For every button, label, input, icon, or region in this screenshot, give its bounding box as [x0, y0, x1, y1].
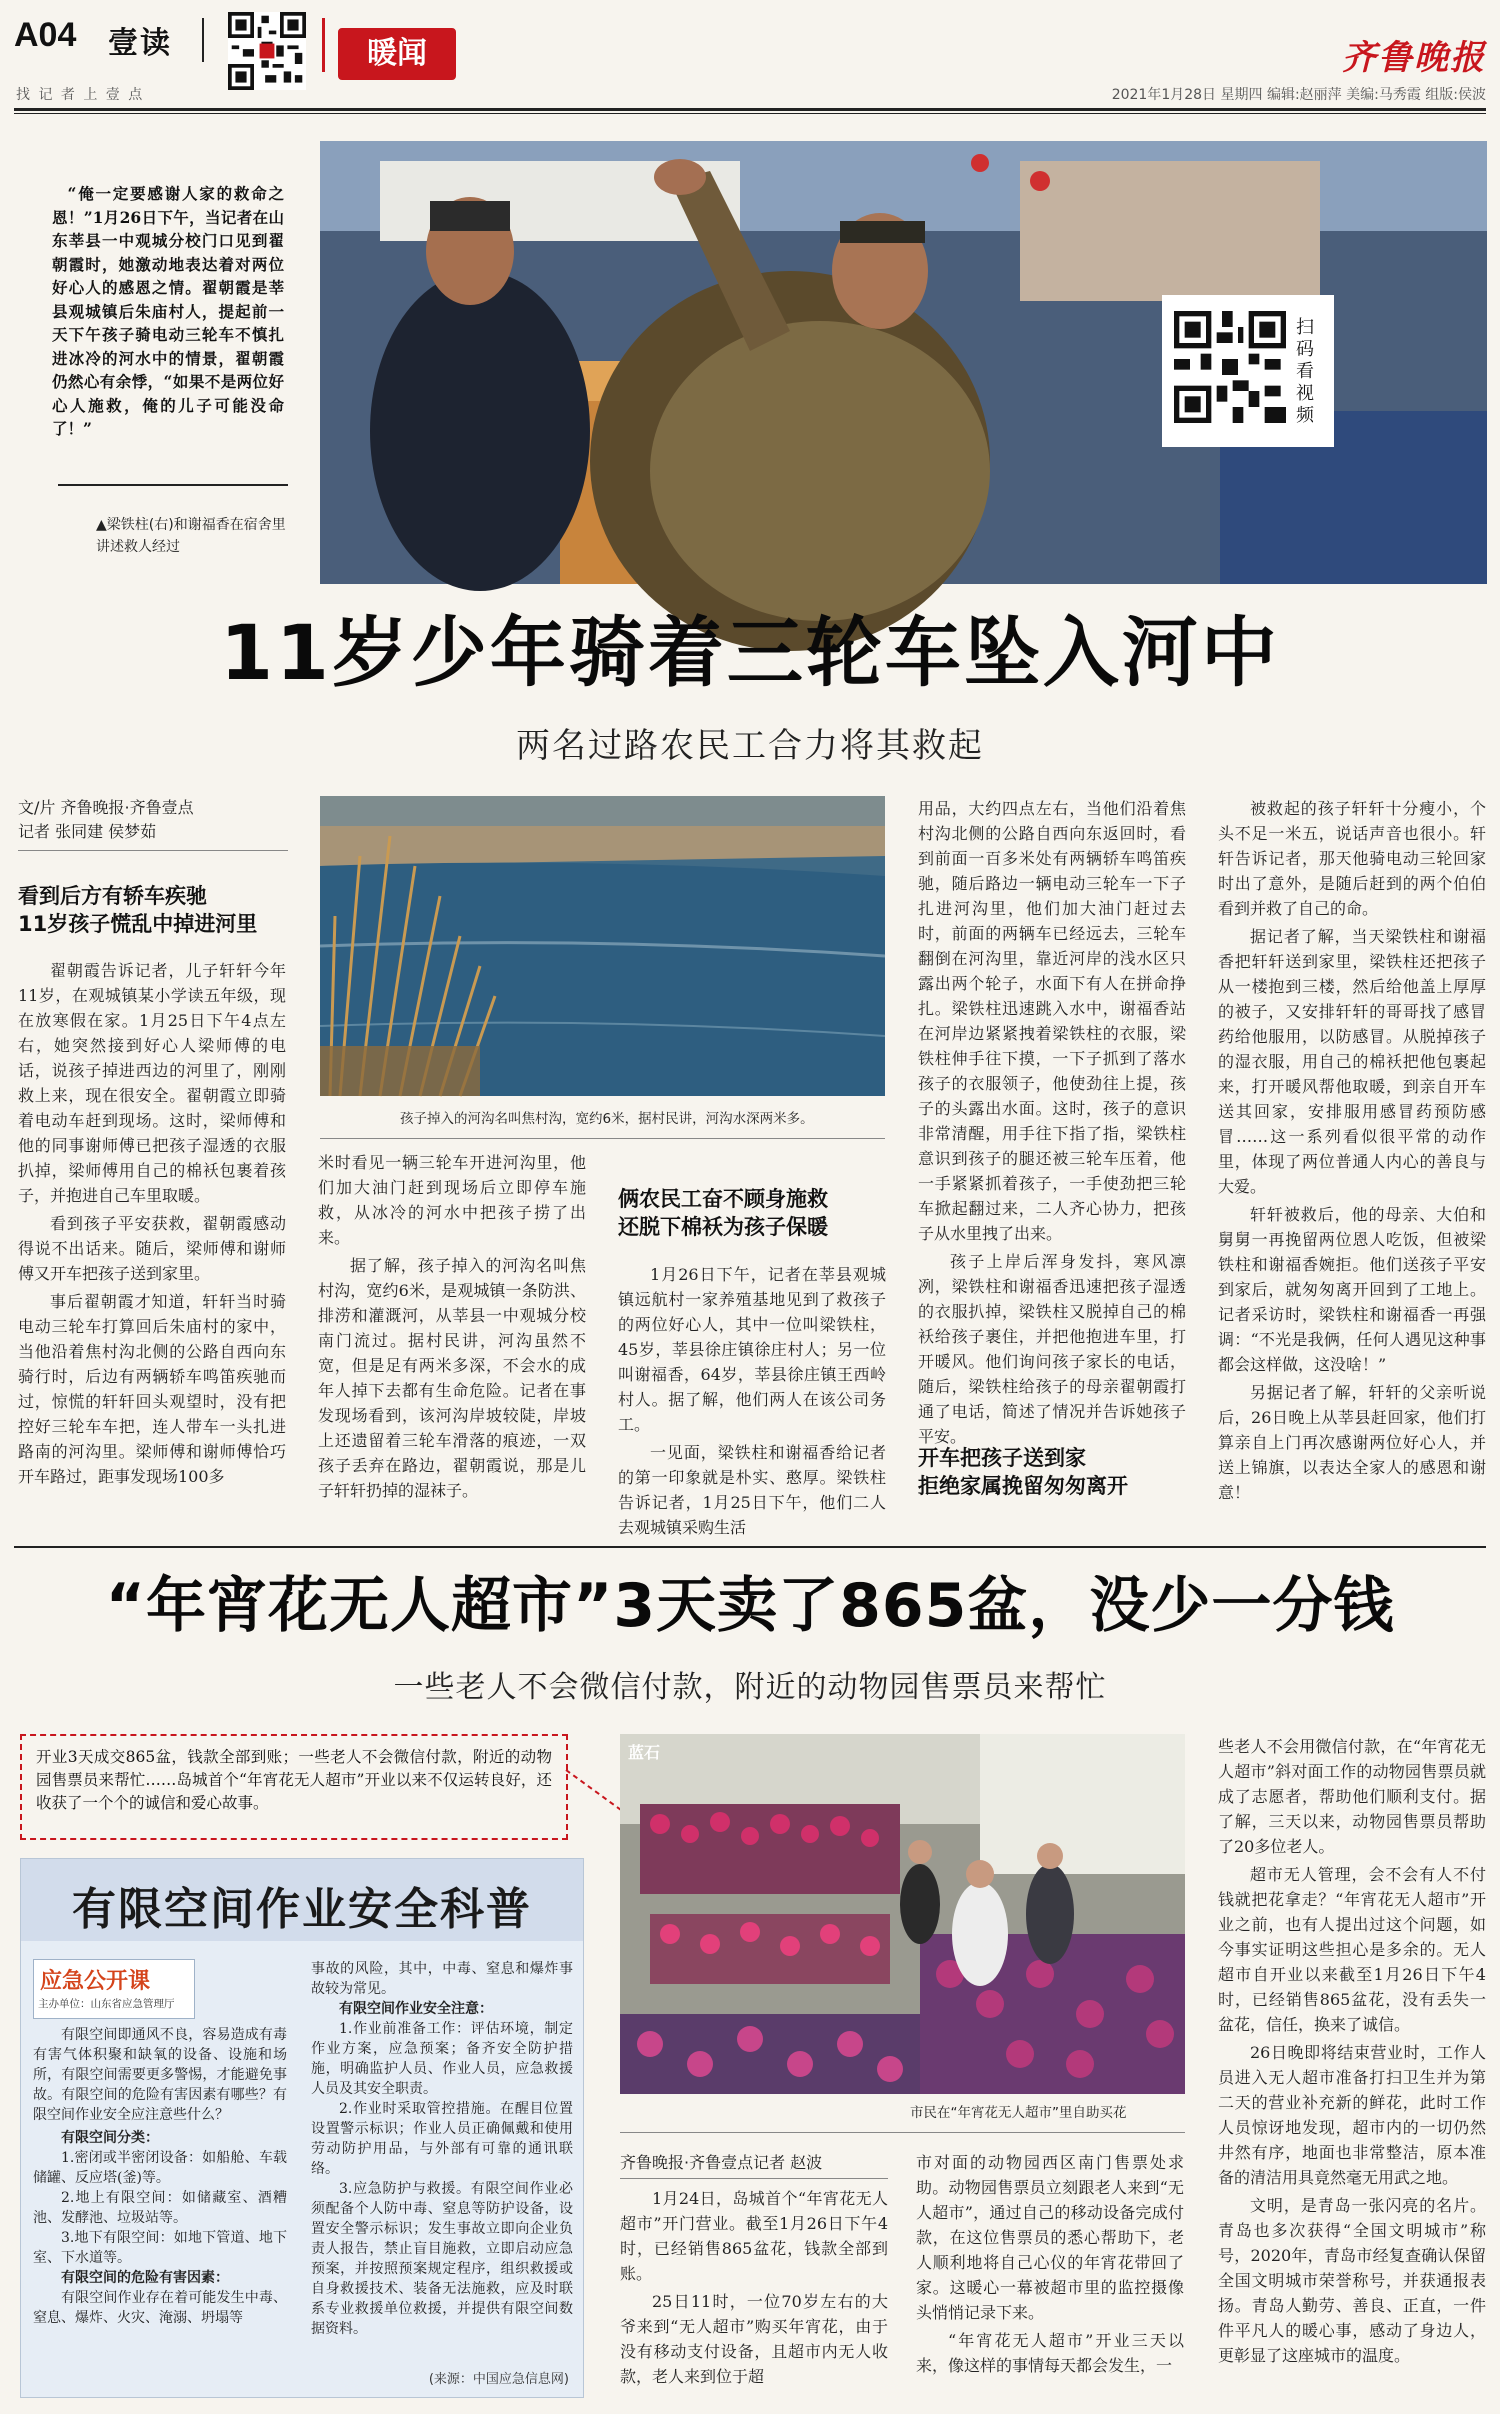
story2-byline-rule: [620, 2178, 888, 2179]
byline-rule: [18, 850, 288, 851]
header-rule-thin: [14, 113, 1486, 114]
science-source: (来源：中国应急信息网): [428, 2372, 569, 2387]
river-caption-rule: [320, 1138, 885, 1139]
flower-photo-caption: 市民在“年宵花无人超市”里自助买花: [910, 2105, 1127, 2121]
section-name: 壹读: [108, 26, 172, 61]
header-rule: [14, 108, 1486, 111]
science-col2: [311, 1959, 573, 2359]
story1-p13: 另据记者了解，轩轩的父亲听说后，26日晚上从莘县赶回家，他们打算亲自上门再次感谢两位好心人，并送上锦旗，以表达全家人的感恩和谢意！: [1218, 1383, 1486, 1502]
river-photo: [320, 796, 885, 1096]
story1-p7: 一见面，梁铁柱和谢福香给记者的第一印象就是朴实、憨厚。梁铁柱告诉记者，1月25日下午，他们二人去观城镇采购生活: [618, 1443, 886, 1537]
science-sub2: 有限空间的危险有害因素：: [61, 2270, 229, 2286]
story2-p5: 些老人不会用微信付款，在“年宵花无人超市”斜对面工作的动物园售票员就成了志愿者，帮助他们顺利支付。据了解，三天以来，动物园售票员帮助了20多位老人。: [1218, 1737, 1486, 1856]
science-l7: 2.作业时采取管控措施。在醒目位置设置警示标识；作业人员正确佩戴和使用劳动防护用品，与外部有可靠的通讯联络。: [311, 2101, 573, 2177]
header-divider-v2: [322, 18, 325, 72]
video-qr-code[interactable]: [1162, 295, 1334, 447]
story1-p3: 事后翟朝霞才知道，轩轩当时骑电动三轮车打算回后朱庙村的家中，当他沿着焦村沟北侧的公路自西向东骑行时，后边有两辆轿车鸣笛疾驰而过，惊慌的轩轩回头观望时，没有把控好三轮车车把，连人带车一头扎进路南的河沟里。梁师傅和谢师傅恰巧开车路过，距事发现场100多: [18, 1292, 286, 1486]
photo-watermark: 蓝石: [628, 1743, 661, 1762]
science-l5: 事故的风险，其中，中毒、窒息和爆炸事故较为常见。: [311, 1961, 573, 1997]
science-badge-sub: 主办单位：山东省应急管理厅: [38, 1998, 175, 2010]
story1-p12: 轩轩被救后，他的母亲、大伯和舅舅一再挽留两位恩人吃饭，但被梁铁柱和谢福香婉拒。他们送孩子平安到家后，就匆匆离开回到了工地上。记者采访时，梁铁柱和谢福香一再强调：“不光是我俩，任何人遇见这种事都会这样做，这没啥！”: [1218, 1205, 1486, 1374]
header-tagline: 找 记 者 上 壹 点: [16, 87, 145, 103]
science-sub1: 有限空间分类：: [61, 2130, 159, 2146]
story2-col1: [620, 2186, 888, 2402]
story1-p6: 1月26日下午，记者在莘县观城镇远航村一家养殖基地见到了救孩子的两位好心人，其中一位叫梁铁柱，45岁，莘县徐庄镇徐庄村人；另一位叫谢福香，64岁，莘县徐庄镇王西岭村人。据了解，他们两人在该公司务工。: [618, 1265, 886, 1434]
story1-p1: 翟朝霞告诉记者，儿子轩轩今年11岁，在观城镇某小学读五年级，现在放寒假在家。1月25日下午4点左右，她突然接到好心人梁师傅的电话，说孩子掉进西边的河里了，刚刚救上来，现在很安全。翟朝霞立即骑着电动车赶到现场。这时，梁师傅和他的同事谢师傅已把孩子湿透的衣服扒掉，梁师傅用自己的棉袄包裹着孩子，并抱进自己车里取暖。: [18, 961, 286, 1205]
story2-col2: [916, 2150, 1184, 2402]
story1-p2: 看到孩子平安获救，翟朝霞感动得说不出话来。随后，梁师傅和谢师傅又开车把孩子送到家里。: [18, 1214, 286, 1283]
story2-subheadline: 一些老人不会微信付款，附近的动物园售票员来帮忙: [393, 1670, 1107, 1705]
story2-p4: “年宵花无人超市”开业三天以来，像这样的事情每天都会发生，一: [916, 2331, 1184, 2375]
column-tag: 暖闻: [338, 28, 456, 80]
story1-p4: 米时看见一辆三轮车开进河沟里，他们加大油门赶到现场后立即停车施救，从冰冷的河水中把孩子捞了出来。: [318, 1153, 586, 1247]
science-col1: [33, 2025, 287, 2393]
summary-pointer: [566, 1760, 626, 1820]
flower-caption-rule: [620, 2132, 1185, 2133]
science-title: 有限空间作业安全科普: [72, 1884, 532, 1935]
intro-rule: [58, 484, 288, 486]
story1-byline: [18, 796, 288, 844]
qr-label: 扫码看视频: [1296, 317, 1314, 426]
science-badge: [33, 1959, 195, 2019]
science-l6: 1.作业前准备工作：评估环境，制定作业方案，应急预案；备齐安全防护措施，明确监护人员、作业人员，应急救援人员及其安全职责。: [311, 2021, 573, 2097]
story1-subheadline: 两名过路农民工合力将其救起: [516, 726, 984, 766]
page-number: A04: [14, 16, 77, 54]
story1-col4: [918, 796, 1186, 1446]
flower-market-photo: [620, 1734, 1185, 2094]
science-l8: 3.应急防护与救援。有限空间作业必须配备个人防中毒、窒息等防护设备，设置安全警示标识；发生事故立即向企业负责人报告，禁止盲目施救，立即启动应急预案，并按照预案规定程序，组织救援或自身救援技术、装备无法施救，应及时联系专业救援单位救援，并提供有限空间数据资料。: [311, 2181, 573, 2337]
science-l4: 有限空间作业存在着可能发生中毒、窒息、爆炸、火灾、淹溺、坍塌等: [33, 2290, 287, 2326]
story1-p8: 用品，大约四点左右，当他们沿着焦村沟北侧的公路自西向东返回时，看到前面一百多米处有两辆轿车鸣笛疾驰，随后路边一辆电动三轮车一下子扎进河沟里，他们加大油门赶过去时，前面的两辆车已经远去，三轮车翻倒在河沟里，靠近河岸的浅水区只露出两个轮子，水面下有人在拼命挣扎。梁铁柱迅速跳入水中，谢福香站在河岸边紧紧拽着梁铁柱的衣服，梁铁柱伸手往下摸，一下子抓到了落水孩子的衣服领子，他使劲往上提，孩子的头露出水面。这时，孩子的意识非常清醒，用手往下指了指，梁铁柱意识到孩子的腿还被三轮车压着，他一手紧紧抓着孩子，一手使劲把三轮车掀起翻过来，二人齐心协力，把孩子从水里拽了出来。: [918, 799, 1186, 1243]
story1-col5: [1218, 796, 1486, 1530]
story2-summary-box: [20, 1734, 568, 1840]
story1-p9: 孩子上岸后浑身发抖，寒风凛冽，梁铁柱和谢福香迅速把孩子湿透的衣服扒掉，梁铁柱又脱掉自己的棉袄给孩子裹住，并把他抱进车里，打开暖风。他们询问孩子家长的电话，随后，梁铁柱给孩子的母亲翟朝霞打通了电话，简述了情况并告诉她孩子平安。: [918, 1252, 1186, 1446]
story2-byline: 齐鲁晚报·齐鲁壹点记者 赵波: [620, 2153, 823, 2172]
river-photo-caption: 孩子掉入的河沟名叫焦村沟，宽约6米，据村民讲，河沟水深两米多。: [400, 1111, 814, 1127]
story2-p8: 文明，是青岛一张闪亮的名片。青岛也多次获得“全国文明城市”称号，2020年，青岛市经复查确认保留全国文明城市荣誉称号，并获通报表扬。青岛人勤劳、善良、正直，一件件平凡人的暖心事，感动了身边人，更彰显了这座城市的温度。: [1218, 2196, 1486, 2365]
story2-headline: “年宵花无人超市”3天卖了865盆，没少一分钱: [105, 1571, 1395, 1641]
story1-p11: 据记者了解，当天梁铁柱和谢福香把轩轩送到家里，梁铁柱还把孩子从一楼抱到三楼，然后给他盖上厚厚的被子，又安排轩轩的哥哥找了感冒药给他服用，以防感冒。从脱掉孩子的湿衣服，用自己的棉袄把他包裹起来，打开暖风帮他取暖，到亲自开车送其回家，安排服用感冒药预防感冒……这一系列看似很平常的动作里，体现了两位普通人内心的善良与大爱。: [1218, 927, 1486, 1196]
river-illustration: [320, 796, 885, 1096]
science-sub3: 有限空间作业安全注意：: [339, 2001, 493, 2017]
story1-headline: 11岁少年骑着三轮车坠入河中: [220, 608, 1280, 697]
story1-p5: 据了解，孩子掉入的河沟名叫焦村沟，宽约6米，是观城镇一条防洪、排涝和灌溉河，从莘县一中观城分校南门流过。据村民讲，河沟虽然不宽，但是足有两米多深，不会水的成年人掉下去都有生命危险。记者在事发现场看到，该河沟岸坡较陡，岸坡上还遗留着三轮车滑落的痕迹，一双孩子丢弃在路边，翟朝霞说，那是儿子轩轩扔掉的湿袜子。: [318, 1256, 586, 1500]
byline-line1: 文/片 齐鲁晚报·齐鲁壹点: [18, 798, 194, 817]
story2-p7: 26日晚即将结束营业时，工作人员进入无人超市准备打扫卫生并为第二天的营业补充新的鲜花，此时工作人员惊讶地发现，超市内的一切仍然井然有序，地面也非常整洁，原本准备的清洁用具竟然毫无用武之地。: [1218, 2043, 1486, 2187]
science-l2: 2.地上有限空间：如储藏室、酒糟池、发酵池、垃圾站等。: [33, 2190, 287, 2226]
header-divider-v: [202, 18, 204, 62]
photo1-caption: ▲梁铁柱(右)和谢福香在宿舍里讲述救人经过: [96, 517, 286, 555]
story1-subhead3: 开车把孩子送到家 拒绝家属挽留匆匆离开: [918, 1446, 1128, 1498]
story1-subhead1: 看到后方有轿车疾驰 11岁孩子慌乱中掉进河里: [18, 884, 258, 936]
section-divider: [14, 1546, 1486, 1548]
header-qr-code[interactable]: [228, 12, 306, 90]
story1-intro: “俺一定要感谢人家的救命之恩！”1月26日下午，当记者在山东莘县一中观城分校门口见到翟朝霞时，她激动地表达着对两位好心人的感恩之情。翟朝霞是莘县观城镇后朱庙村人，提起前一天下午孩子骑电动三轮车不慎扎进冰冷的河水中的情景，翟朝霞仍然心有余悸，“如果不是两位好心人施救，俺的儿子可能没命了！”: [52, 184, 284, 438]
story2-summary: 开业3天成交865盆，钱款全部到账；一些老人不会微信付款，附近的动物园售票员来帮忙……岛城首个“年宵花无人超市”开业以来不仅运转良好，还收获了一个个的诚信和爱心故事。: [36, 1748, 552, 1812]
science-badge-label: 应急公开课: [40, 1969, 151, 1994]
story2-p2: 25日11时，一位70岁左右的大爷来到“无人超市”购买年宵花，由于没有移动支付设备，且超市内无人收款，老人来到位于超: [620, 2292, 888, 2386]
story1-col3: [618, 1262, 886, 1537]
byline-line2: 记者 张同建 侯梦茹: [18, 822, 157, 841]
story1-col2: [318, 1150, 586, 1530]
story1-p10: 被救起的孩子轩轩十分瘦小，个头不足一米五，说话声音也很小。轩轩告诉记者，那天他骑电动三轮回家时出了意外，是随后赶到的两个伯伯看到并救了自己的命。: [1218, 799, 1486, 918]
story1-col1: [18, 958, 286, 1528]
story2-p3: 市对面的动物园西区南门售票处求助。动物园售票员立刻跟老人来到“无人超市”，通过自己的移动设备完成付款，在这位售票员的悉心帮助下，老人顺利地将自己心仪的年宵花带回了家。这暖心一幕被超市里的监控摄像头悄悄记录下来。: [916, 2153, 1184, 2322]
flower-market-illustration: [620, 1734, 1185, 2094]
story2-p6: 超市无人管理，会不会有人不付钱就把花拿走？“年宵花无人超市”开业之前，也有人提出过这个问题，如今事实证明这些担心是多余的。无人超市自开业以来截至1月26日下午4时，已经销售865盆花，没有丢失一盆花，信任，换来了诚信。: [1218, 1865, 1486, 2034]
dateline: 2021年1月28日 星期四 编辑:赵丽萍 美编:马秀霞 组版:侯波: [1111, 87, 1486, 103]
science-p1: 有限空间即通风不良，容易造成有毒有害气体积聚和缺氧的设备、设施和场所，有限空间需要更多警惕，才能避免事故。有限空间的危险有害因素有哪些？有限空间作业安全应注意些什么？: [33, 2027, 287, 2123]
story2-col3: [1218, 1734, 1486, 2402]
paper-logo: 齐鲁晚报: [1342, 38, 1486, 78]
science-l1: 1.密闭或半密闭设备：如船舱、车载储罐、反应塔(釜)等。: [33, 2150, 287, 2186]
science-box: [20, 1858, 584, 2398]
science-l3: 3.地下有限空间：如地下管道、地下室、下水道等。: [33, 2230, 287, 2266]
story1-subhead2: 俩农民工奋不顾身施救 还脱下棉袄为孩子保暖: [618, 1187, 828, 1239]
story2-p1: 1月24日，岛城首个“年宵花无人超市”开门营业。截至1月26日下午4时，已经销售865盆花，钱款全部到账。: [620, 2189, 888, 2283]
